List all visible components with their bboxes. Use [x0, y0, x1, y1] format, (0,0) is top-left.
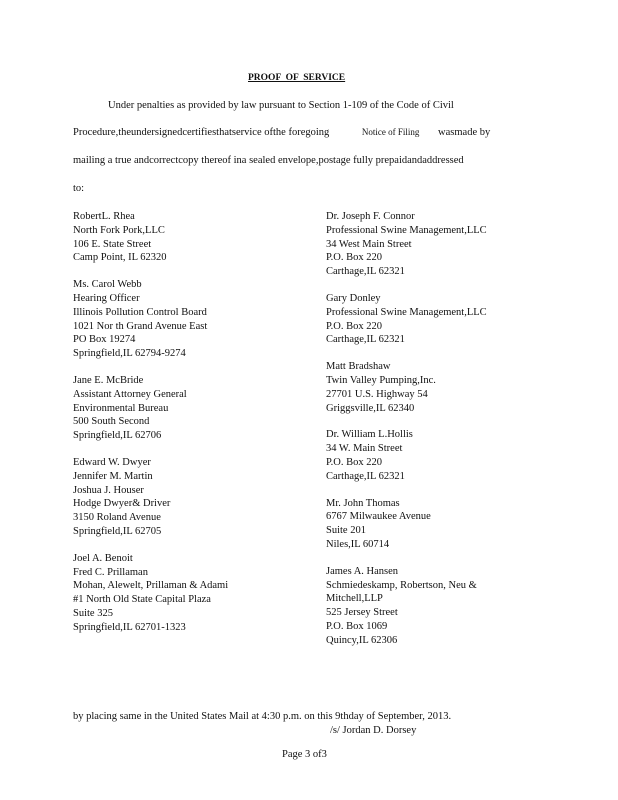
recipient-line: Springfield,IL 62705 — [73, 525, 162, 537]
recipient-line: Matt Bradshaw — [326, 361, 391, 373]
was-made-by: wasmade by — [438, 127, 491, 138]
recipient-line: Hearing Officer — [73, 292, 140, 304]
recipient-line: P.O. Box 220 — [326, 456, 383, 468]
recipient-line: P.O. Box 1069 — [326, 620, 388, 632]
recipient-line: Springfield,IL 62706 — [73, 430, 162, 442]
intro-line-2 — [73, 127, 490, 138]
recipient-line: 525 Jersey Street — [326, 607, 398, 619]
recipient-line: P.O. Box 220 — [326, 320, 383, 332]
recipient-line: Hodge Dwyer& Driver — [73, 498, 171, 510]
intro-line-2-text: Procedure,theundersignedcertifiesthatservice ofthe foregoing — [73, 127, 330, 138]
recipient-line: 3150 Roland Avenue — [73, 512, 161, 524]
recipient-line: 34 West Main Street — [326, 238, 412, 250]
page-number: Page 3 of3 — [282, 749, 327, 760]
notice-of-filing: Notice of Filing — [361, 127, 420, 137]
intro-line-1: Under penalties as provided by law pursuant to Section 1-109 of the Code of Civil — [108, 100, 454, 111]
recipient-block — [73, 278, 313, 361]
recipient-line: Illinois Pollution Control Board — [73, 306, 207, 318]
recipient-block — [73, 456, 313, 539]
recipient-line: Edward W. Dwyer — [73, 456, 151, 468]
right-recipients — [326, 210, 526, 661]
recipient-block — [73, 210, 313, 265]
left-recipients — [73, 210, 313, 648]
recipient-line: Mr. John Thomas — [326, 497, 400, 509]
recipient-line: Springfield,IL 62701-1323 — [73, 621, 186, 633]
recipient-line: Suite 325 — [73, 607, 113, 619]
recipient-block — [326, 565, 526, 648]
recipient-line: Mitchell,LLP — [326, 593, 383, 605]
recipient-line: Carthage,IL 62321 — [326, 470, 405, 482]
recipient-line: 6767 Milwaukee Avenue — [326, 511, 431, 523]
recipient-line: Professional Swine Management,LLC — [326, 224, 487, 236]
recipient-line: Joel A. Benoit — [73, 552, 133, 564]
recipient-line: Gary Donley — [326, 292, 381, 304]
recipient-line: Professional Swine Management,LLC — [326, 306, 487, 318]
recipient-line: Schmiedeskamp, Robertson, Neu & — [326, 579, 477, 591]
recipient-line: RobertL. Rhea — [73, 211, 135, 222]
recipient-line: Camp Point, IL 62320 — [73, 252, 167, 264]
recipient-line: 27701 U.S. Highway 54 — [326, 388, 428, 400]
recipient-line: 500 South Second — [73, 416, 150, 428]
recipient-line: Niles,IL 60714 — [326, 538, 390, 550]
recipient-line: Quincy,IL 62306 — [326, 634, 398, 646]
recipient-line: Suite 201 — [326, 525, 366, 537]
recipient-line: North Fork Pork,LLC — [73, 224, 165, 236]
recipient-line: James A. Hansen — [326, 565, 399, 577]
document-title: PROOF OF SERVICE — [248, 73, 346, 83]
recipient-line: Dr. William L.Hollis — [326, 429, 413, 441]
recipient-line: Mohan, Alewelt, Prillaman & Adami — [73, 580, 229, 592]
recipient-line: Twin Valley Pumping,Inc. — [326, 374, 436, 386]
recipient-block — [326, 360, 526, 415]
recipient-line: 1021 Nor th Grand Avenue East — [73, 320, 208, 332]
recipient-line: Jane E. McBride — [73, 374, 144, 386]
recipient-line: 106 E. State Street — [73, 238, 152, 250]
recipient-block — [326, 292, 526, 347]
recipient-line: Springfield,IL 62794-9274 — [73, 348, 186, 360]
recipient-line: Jennifer M. Martin — [73, 470, 153, 482]
recipient-line: Dr. Joseph F. Connor — [326, 211, 415, 222]
recipient-block — [326, 210, 526, 279]
recipient-line: #1 North Old State Capital Plaza — [73, 594, 211, 606]
intro-line-4: to: — [73, 183, 85, 194]
recipient-line: Joshua J. Houser — [73, 484, 144, 496]
recipient-block — [326, 497, 526, 552]
recipient-line: Fred C. Prillaman — [73, 566, 148, 578]
recipient-line: Carthage,IL 62321 — [326, 266, 405, 278]
signature: /s/ Jordan D. Dorsey — [330, 725, 417, 736]
recipient-line: P.O. Box 220 — [326, 252, 383, 264]
recipient-line: Environmental Bureau — [73, 402, 169, 414]
recipient-block — [73, 552, 313, 635]
recipient-line: PO Box 19274 — [73, 334, 136, 346]
intro-line-3: mailing a true andcorrectcopy thereof ina sealed envelope,postage fully prepaidandaddressed — [73, 155, 464, 166]
recipient-block — [326, 428, 526, 483]
recipient-line: Griggsville,IL 62340 — [326, 402, 415, 414]
recipient-line: Carthage,IL 62321 — [326, 334, 405, 346]
closing-line: by placing same in the United States Mail at 4:30 p.m. on this 9thday of September, 2013. — [73, 711, 452, 722]
recipient-line: 34 W. Main Street — [326, 443, 403, 455]
recipient-line: Ms. Carol Webb — [73, 279, 142, 291]
recipient-block — [73, 374, 313, 443]
recipient-line: Assistant Attorney General — [73, 388, 187, 400]
